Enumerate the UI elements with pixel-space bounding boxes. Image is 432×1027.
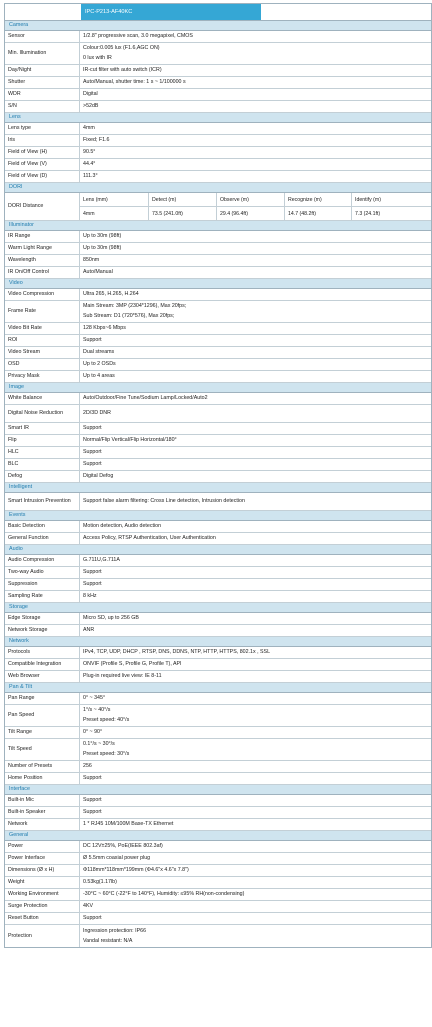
spec-row-flip	[5, 435, 431, 447]
spec-value: 2D/3D DNR	[83, 410, 111, 417]
dori-table	[5, 193, 431, 221]
spec-row-smart-ir	[5, 423, 431, 435]
spec-row-fov-v	[5, 159, 431, 171]
spec-row-working-environment	[5, 889, 431, 901]
spec-value: Up to 4 areas	[83, 373, 115, 380]
spec-row-weight	[5, 877, 431, 889]
spec-label: Field of View (H)	[5, 147, 80, 158]
spec-label: S/N	[5, 101, 80, 112]
spec-label: Digital Noise Reduction	[5, 405, 80, 422]
spec-label: Warm Light Range	[5, 243, 80, 254]
section-dori: DORI	[5, 183, 431, 193]
spec-value: Support	[83, 797, 102, 804]
spec-value: Fixed; F1.6	[83, 137, 110, 144]
spec-row-lens-type	[5, 123, 431, 135]
spec-label: Two-way Audio	[5, 567, 80, 578]
spec-value: Auto/Manual	[83, 269, 113, 276]
spec-label: Surge Protection	[5, 901, 80, 912]
spec-value: 0° ~ 345°	[83, 695, 106, 702]
spec-value: Ultra 265, H.265, H.264	[83, 291, 139, 298]
spec-value: 0.1°/s ~ 30°/s Preset speed: 30°/s	[83, 741, 130, 757]
spec-value: Support	[83, 569, 102, 576]
spec-label: Video Stream	[5, 347, 80, 358]
spec-row-sn	[5, 101, 431, 113]
spec-value: 44.4°	[83, 161, 96, 168]
spec-value: Micro SD, up to 256 GB	[83, 615, 139, 622]
spec-label: IR On/Off Control	[5, 267, 80, 278]
spec-row-smart-intrusion	[5, 493, 431, 511]
spec-label: Day/Night	[5, 65, 80, 76]
spec-value: Support	[83, 337, 102, 344]
spec-value: 1/2.8" progressive scan, 3.0 megapixel, CMOS	[83, 33, 193, 40]
spec-label: White Balance	[5, 393, 80, 404]
spec-value: Ø 5.5mm coaxial power plug	[83, 855, 151, 862]
spec-row-protection	[5, 925, 431, 947]
spec-row-compatible-integration	[5, 659, 431, 671]
spec-value: Main Stream: 3MP (2304*1296), Max 20fps; Sub Stream: D1 (720*576), Max 20fps;	[83, 303, 187, 319]
dori-header-row	[80, 193, 431, 206]
spec-row-frame-rate	[5, 301, 431, 323]
spec-value: Dual streams	[83, 349, 115, 356]
section-lens: Lens	[5, 113, 431, 123]
spec-value: Support	[83, 775, 102, 782]
dori-value-row	[80, 206, 431, 220]
spec-row-protocols	[5, 647, 431, 659]
spec-label: Suppression	[5, 579, 80, 590]
spec-value: IPv4, TCP, UDP, DHCP , RTSP, DNS, DDNS, NTP, HTTP, HTTPS, 802.1x , SSL	[83, 649, 271, 656]
spec-value: -30°C ~ 60°C (-22°F to 140°F), Humidity: ≤95% RH(non-condensing)	[83, 891, 245, 898]
spec-label: Compatible Integration	[5, 659, 80, 670]
dori-value: 4mm	[80, 207, 149, 220]
spec-value: ONVIF (Profile S, Profile G, Profile T), API	[83, 661, 182, 668]
spec-value: Support	[83, 581, 102, 588]
spec-value: 850nm	[83, 257, 100, 264]
dori-value: 73.5 (241.0ft)	[149, 207, 217, 220]
spec-value: 111.3°	[83, 173, 98, 180]
spec-value: Support	[83, 915, 102, 922]
dori-value: 7.3 (24.1ft)	[355, 210, 381, 217]
spec-label: Home Position	[5, 773, 80, 784]
spec-row-blc	[5, 459, 431, 471]
spec-row-roi	[5, 335, 431, 347]
spec-label: Min. Illumination	[5, 43, 80, 64]
section-illuminator: Illuminator	[5, 221, 431, 231]
spec-value: 256	[83, 763, 92, 770]
spec-value: Ingression protection: IP66 Vandal resistant: N/A	[83, 927, 147, 944]
spec-value: Φ118mm*118mm*199mm (Φ4.6"x 4.6"x 7.8")	[83, 867, 189, 874]
spec-row-privacy-mask	[5, 371, 431, 383]
spec-value: Up to 2 OSDs	[83, 361, 116, 368]
spec-row-power	[5, 841, 431, 853]
spec-row-wavelength	[5, 255, 431, 267]
spec-row-tilt-range	[5, 727, 431, 739]
spec-label: Audio Compression	[5, 555, 80, 566]
spec-value: 0° ~ 90°	[83, 729, 103, 736]
spec-value: ANR	[83, 627, 95, 634]
section-events: Events	[5, 511, 431, 521]
spec-row-built-in-mic	[5, 795, 431, 807]
spec-row-warm-light-range	[5, 243, 431, 255]
spec-value: 1 * RJ45 10M/100M Base-TX Ethernet	[83, 821, 174, 828]
spec-value: 8 kHz	[83, 593, 97, 600]
section-pan-tilt: Pan & Tilt	[5, 683, 431, 693]
spec-sheet	[4, 3, 432, 948]
section-video: Video	[5, 279, 431, 289]
spec-value: 128 Kbps~6 Mbps	[83, 325, 126, 332]
spec-value: DC 12V±25%, PoE(IEEE 802.3af)	[83, 843, 163, 850]
spec-value: G.711U,G.711A	[83, 557, 120, 564]
dori-value: 14.7 (48.2ft)	[285, 207, 352, 220]
spec-row-reset-button	[5, 913, 431, 925]
spec-label: Defog	[5, 471, 80, 482]
spec-value: Digital	[83, 91, 98, 98]
spec-row-number-of-presets	[5, 761, 431, 773]
spec-row-shutter	[5, 77, 431, 89]
spec-label: Protection	[5, 925, 80, 947]
spec-row-sensor	[5, 31, 431, 43]
spec-label: Basic Detection	[5, 521, 80, 532]
spec-value: Support false alarm filtering: Cross Line detection, Intrusion detection	[83, 498, 245, 505]
spec-row-defog	[5, 471, 431, 483]
spec-value: Up to 30m (98ft)	[83, 245, 122, 252]
spec-label: Weight	[5, 877, 80, 888]
spec-row-ir-range	[5, 231, 431, 243]
spec-value: 4KV	[83, 903, 94, 910]
spec-row-min-illumination	[5, 43, 431, 65]
spec-value: IR-cut filter with auto switch (ICR)	[83, 67, 162, 74]
spec-row-day-night	[5, 65, 431, 77]
section-intelligent: Intelligent	[5, 483, 431, 493]
spec-row-home-position	[5, 773, 431, 785]
spec-label: Pan Speed	[5, 705, 80, 726]
spec-value: Plug-in required live view: IE 8-11	[83, 673, 162, 680]
spec-value: Colour:0.005 lux (F1.6,AGC ON) 0 lux with IR	[83, 45, 160, 61]
spec-value: Digital Defog	[83, 473, 114, 480]
dori-header: Observe (m)	[217, 193, 285, 206]
spec-row-web-browser	[5, 671, 431, 683]
spec-row-video-compression	[5, 289, 431, 301]
spec-row-iris	[5, 135, 431, 147]
spec-label: Network	[5, 819, 80, 830]
spec-row-suppression	[5, 579, 431, 591]
spec-label: Sensor	[5, 31, 80, 42]
spec-label: Wavelength	[5, 255, 80, 266]
spec-value: Normal/Flip Vertical/Flip Horizontal/180°	[83, 437, 177, 444]
section-interface: Interface	[5, 785, 431, 795]
spec-label: Video Compression	[5, 289, 80, 300]
spec-label: Built-in Speaker	[5, 807, 80, 818]
spec-value: Auto/Outdoor/Fine Tune/Sodium Lamp/Locked/Auto2	[83, 395, 208, 402]
spec-row-sampling-rate	[5, 591, 431, 603]
spec-label: Power	[5, 841, 80, 852]
section-network: Network	[5, 637, 431, 647]
spec-label: DORI Distance	[5, 193, 80, 220]
spec-label: IR Range	[5, 231, 80, 242]
section-image: Image	[5, 383, 431, 393]
spec-label: Pan Range	[5, 693, 80, 704]
spec-row-general-function	[5, 533, 431, 545]
spec-label: Smart Intrusion Prevention	[5, 493, 80, 510]
spec-value: 1°/s ~ 40°/s Preset speed: 40°/s	[83, 707, 130, 723]
spec-row-fov-d	[5, 171, 431, 183]
spec-value: Support	[83, 449, 102, 456]
model-number: IPC-P213-AF40KC	[81, 4, 261, 20]
spec-value: 4mm	[83, 125, 95, 132]
section-audio: Audio	[5, 545, 431, 555]
spec-row-audio-compression	[5, 555, 431, 567]
spec-row-dimensions	[5, 865, 431, 877]
section-camera: Camera	[5, 21, 431, 31]
spec-label: Smart IR	[5, 423, 80, 434]
spec-row-power-interface	[5, 853, 431, 865]
spec-label: Edge Storage	[5, 613, 80, 624]
spec-label: Working Environment	[5, 889, 80, 900]
spec-row-network-storage	[5, 625, 431, 637]
spec-value: Access Policy, RTSP Authentication, User Authentication	[83, 535, 216, 542]
spec-label: Web Browser	[5, 671, 80, 682]
spec-label: Sampling Rate	[5, 591, 80, 602]
spec-label: OSD	[5, 359, 80, 370]
spec-label: Field of View (V)	[5, 159, 80, 170]
spec-row-pan-range	[5, 693, 431, 705]
spec-label: Flip	[5, 435, 80, 446]
spec-value: Support	[83, 809, 102, 816]
spec-label: Field of View (D)	[5, 171, 80, 182]
model-header	[5, 4, 431, 21]
spec-value: Auto/Manual, shutter time: 1 s ~ 1/100000 s	[83, 79, 186, 86]
spec-label: Iris	[5, 135, 80, 146]
spec-label: Number of Presets	[5, 761, 80, 772]
spec-row-basic-detection	[5, 521, 431, 533]
spec-label: Shutter	[5, 77, 80, 88]
spec-label: Tilt Range	[5, 727, 80, 738]
spec-value: 0.53kg(1.17lb)	[83, 879, 117, 886]
spec-row-pan-speed	[5, 705, 431, 727]
spec-row-bit-rate	[5, 323, 431, 335]
spec-row-osd	[5, 359, 431, 371]
spec-label: Protocols	[5, 647, 80, 658]
spec-row-surge-protection	[5, 901, 431, 913]
spec-row-dnr	[5, 405, 431, 423]
spec-row-fov-h	[5, 147, 431, 159]
spec-row-two-way-audio	[5, 567, 431, 579]
spec-row-network-interface	[5, 819, 431, 831]
section-storage: Storage	[5, 603, 431, 613]
dori-value: 29.4 (96.4ft)	[217, 207, 285, 220]
spec-row-wdr	[5, 89, 431, 101]
dori-header: Lens (mm)	[80, 193, 149, 206]
spec-label: BLC	[5, 459, 80, 470]
spec-label: Lens type	[5, 123, 80, 134]
spec-label: Tilt Speed	[5, 739, 80, 760]
spec-label: Power Interface	[5, 853, 80, 864]
spec-label: Video Bit Rate	[5, 323, 80, 334]
spec-label: Reset Button	[5, 913, 80, 924]
dori-header: Detect (m)	[149, 193, 217, 206]
dori-header: Recognize (m)	[285, 193, 352, 206]
spec-label: Frame Rate	[5, 301, 80, 322]
dori-header: Identify (m)	[355, 196, 381, 203]
spec-value: >52dB	[83, 103, 99, 110]
spec-label: Built-in Mic	[5, 795, 80, 806]
spec-label: General Function	[5, 533, 80, 544]
spec-label: Dimensions (Ø x H)	[5, 865, 80, 876]
spec-value: Support	[83, 425, 102, 432]
spec-label: Privacy Mask	[5, 371, 80, 382]
spec-row-ir-control	[5, 267, 431, 279]
spec-row-hlc	[5, 447, 431, 459]
spec-row-edge-storage	[5, 613, 431, 625]
spec-label: HLC	[5, 447, 80, 458]
section-general: General	[5, 831, 431, 841]
spec-label: ROI	[5, 335, 80, 346]
spec-row-tilt-speed	[5, 739, 431, 761]
spec-value: Support	[83, 461, 102, 468]
spec-label: Network Storage	[5, 625, 80, 636]
spec-label: WDR	[5, 89, 80, 100]
spec-row-built-in-speaker	[5, 807, 431, 819]
spec-value: Motion detection, Audio detection	[83, 523, 162, 530]
spec-value: 90.5°	[83, 149, 96, 156]
spec-value: Up to 30m (98ft)	[83, 233, 122, 240]
spec-row-white-balance	[5, 393, 431, 405]
spec-row-video-stream	[5, 347, 431, 359]
